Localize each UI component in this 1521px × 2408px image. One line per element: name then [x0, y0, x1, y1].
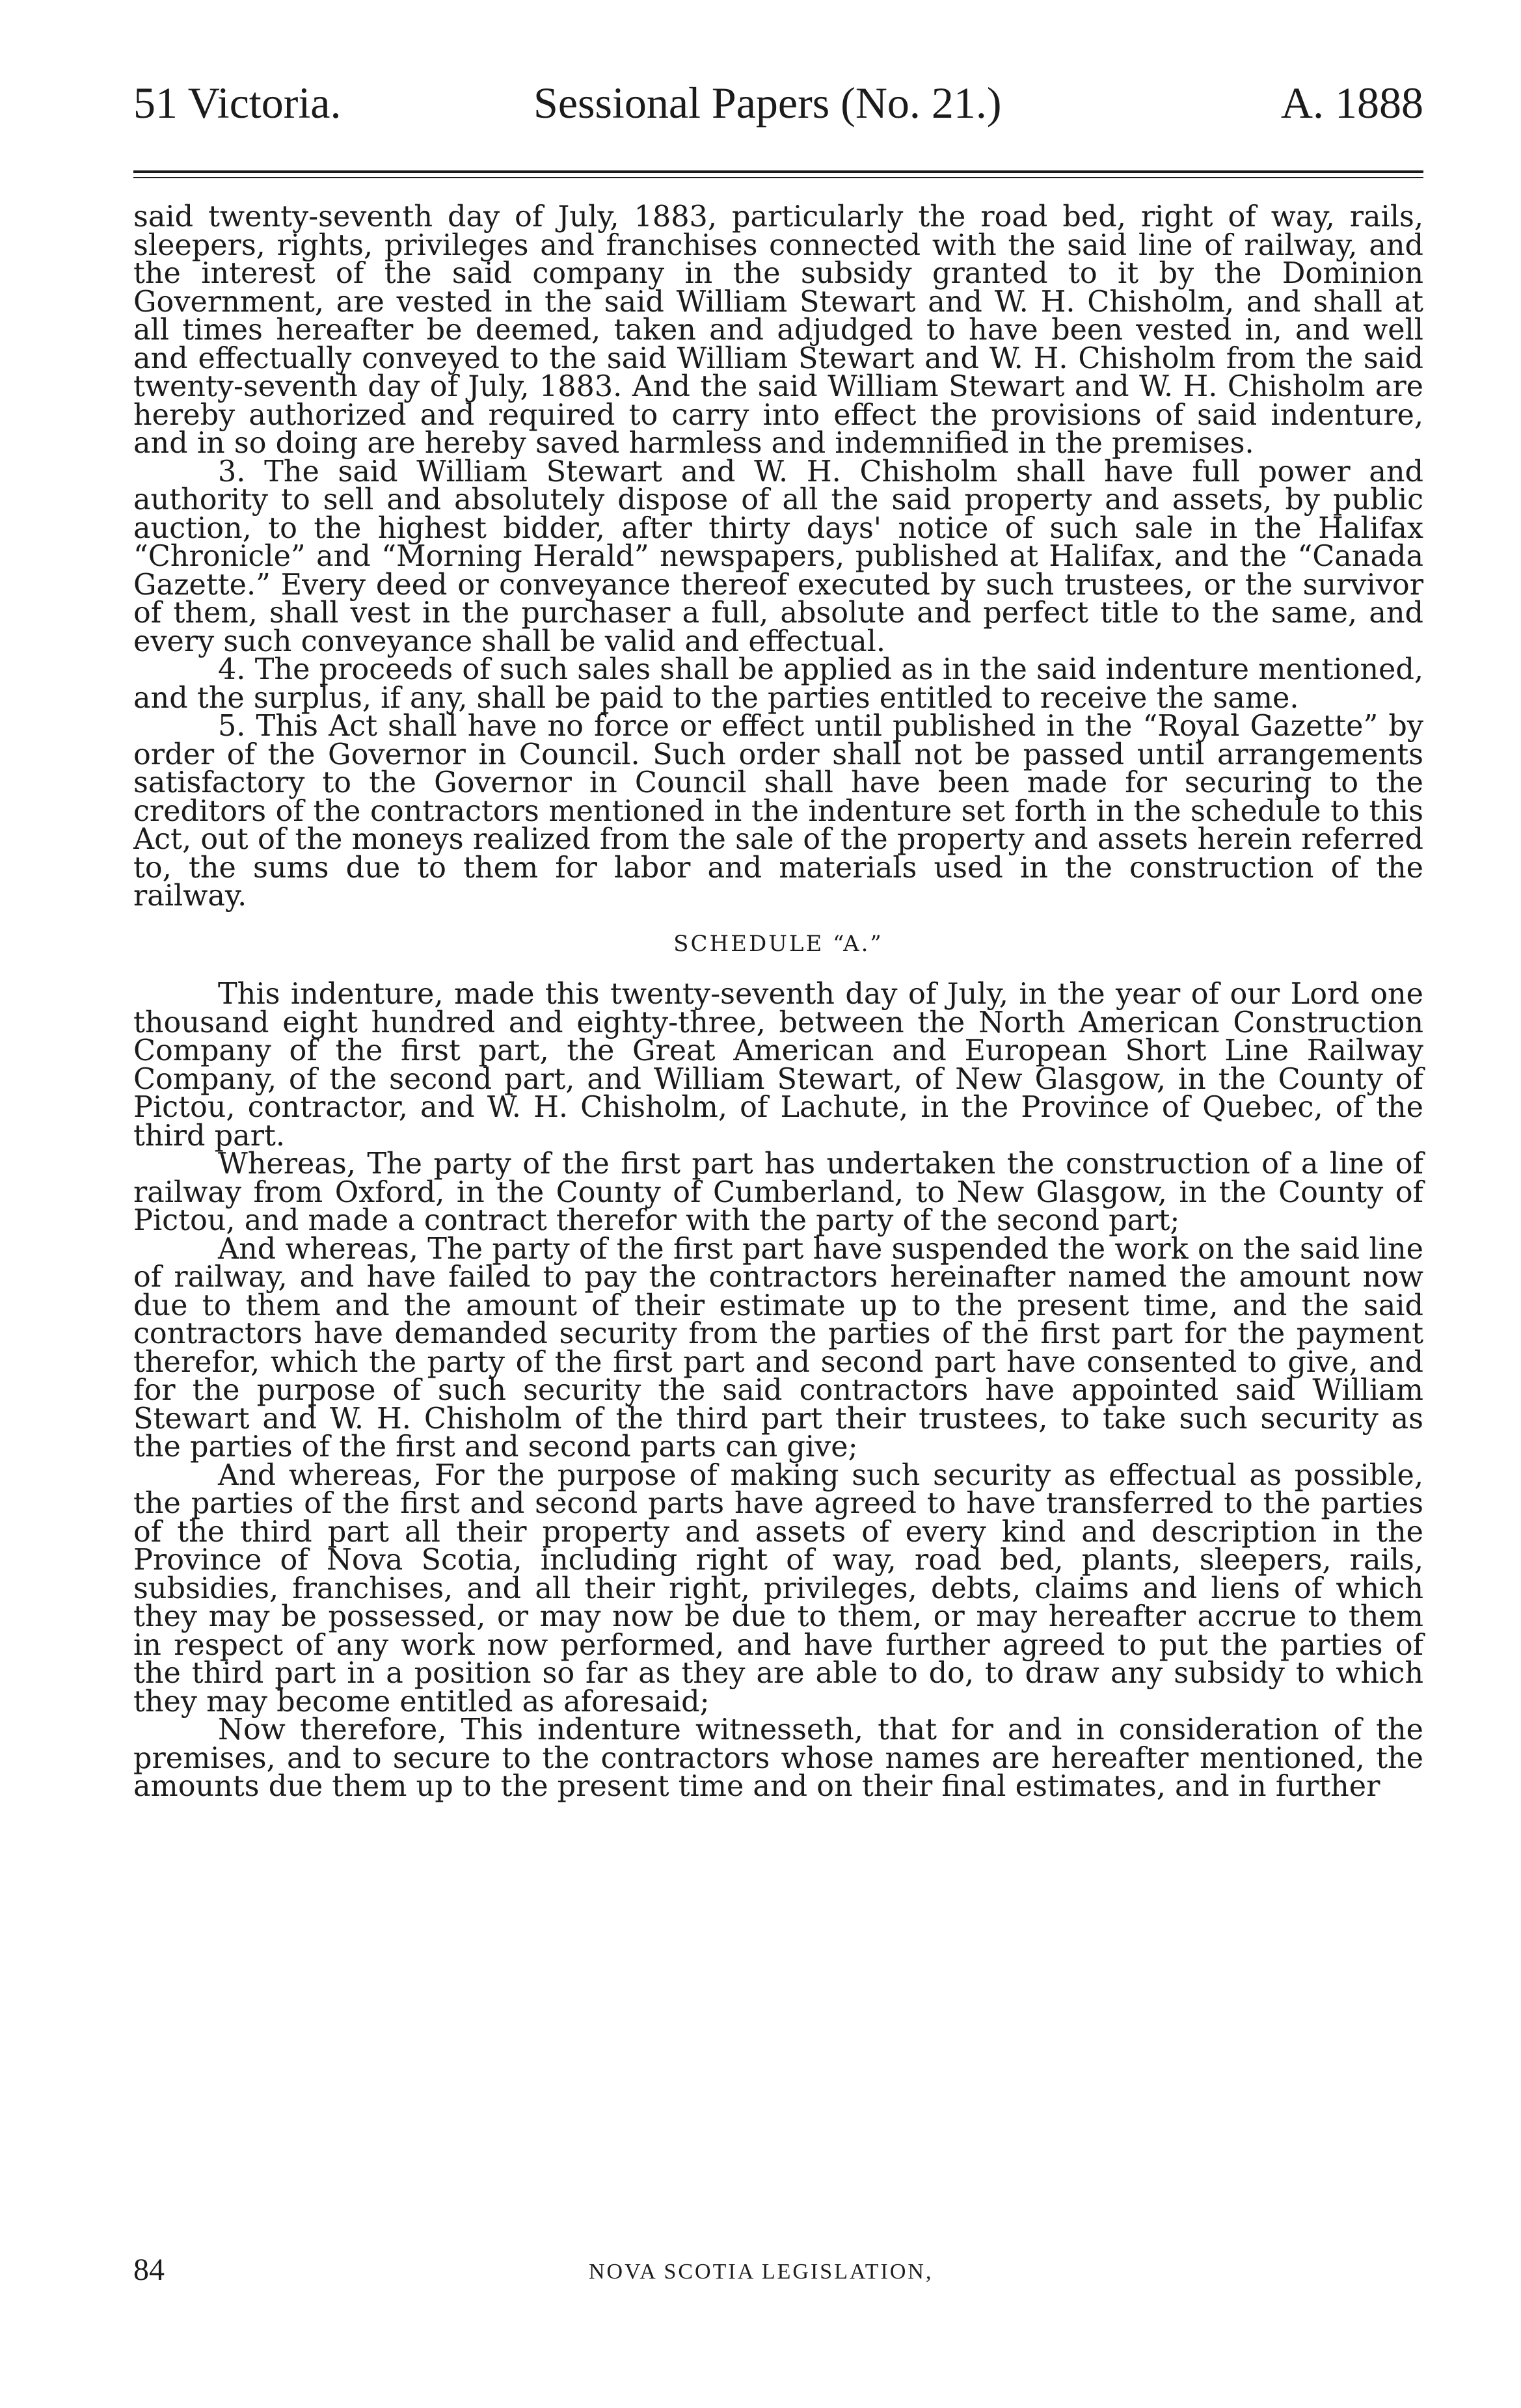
header-rule-thin: [133, 177, 1423, 178]
page-body: [133, 200, 1423, 1803]
schedule-paragraph-now-therefore: Now therefore, This indenture witnesseth, that for and in consideration of the premises, and to secure to the contractors whose names are hereafter mentioned, the amounts due them up to the present time and on their final estimates, and in further: [133, 1713, 1423, 1803]
page-footer: [133, 2251, 1423, 2290]
schedule-paragraph-indenture: This indenture, made this twenty-seventh day of July, in the year of our Lord one thousand eight hundred and eighty-three, between the North American Construction Company of the first part, the Great American and European Short Line Railway Company, of the second part, and William Stewart, of New Glasgow, in the County of Pictou, contractor, and W. H. Chisholm, of Lachute, in the Province of Quebec, of the third part.: [133, 978, 1423, 1153]
section-4: 4. The proceeds of such sales shall be applied as in the said indenture mentioned, and the surplus, if any, shall be paid to the parties entitled to receive the same.: [133, 653, 1423, 715]
schedule-paragraph-whereas: Whereas, The party of the first part has undertaken the construction of a line of railway from Oxford, in the County of Cumberland, to New Glasgow, in the County of Pictou, and made a contract therefor with the party of the second part;: [133, 1147, 1423, 1237]
header-sessional-papers: Sessional Papers (No. 21.): [533, 78, 1002, 127]
schedule-paragraph-and-whereas-1: And whereas, The party of the first part have suspended the work on the said line of railway, and have failed to pay the contractors hereinafter named the amount now due to them and the amount of their estimate up to the present time, and the said contractors have demanded security from the parties of the first part for the payment therefor, which the party of the first part and second part have consented to give, and for the purpose of such security the said contractors have appointed said William Stewart and W. H. Chisholm of the third part their trustees, to take such security as the parties of the first and second parts can give;: [133, 1232, 1423, 1464]
schedule-heading: SCHEDULE “A.”: [673, 930, 883, 957]
section-3: 3. The said William Stewart and W. H. Chisholm shall have full power and authority to sell and absolutely dispose of all the said property and assets, by public auction, to the highest bidder, after thirty days' notice of such sale in the Halifax “Chronicle” and “Morning Herald” newspapers, published at Halifax, and the “Canada Gazette.” Every deed or conveyance thereof executed by such trustees, or the survivor of them, shall vest in the purchaser a full, absolute and perfect title to the same, and every such conveyance shall be valid and effectual.: [133, 455, 1423, 658]
paragraph-continuation: said twenty-seventh day of July, 1883, particularly the road bed, right of way, rails, sleepers, rights, privileges and franchises connected with the said line of railway, and the interest of the said company in the subsidy granted to it by the Dominion Government, are vested in the said William Stewart and W. H. Chisholm, and shall at all times hereafter be deemed, taken and adjudged to have been vested in, and well and effectually conveyed to the said William Stewart and W. H. Chisholm from the said twenty-seventh day of July, 1883. And the said William Stewart and W. H. Chisholm are hereby authorized and required to carry into effect the provisions of said indenture, and in so doing are hereby saved harmless and indemnified in the premises.: [133, 200, 1423, 460]
schedule-paragraph-and-whereas-2: And whereas, For the purpose of making such security as effectual as possible, the parties of the first and second parts have agreed to have transferred to the parties of the third part all their property and assets of every kind and description in the Province of Nova Scotia, including right of way, road bed, plants, sleepers, rails, subsidies, franchises, and all their right, privileges, debts, claims and liens of which they may be possessed, or may now be due to them, or may hereafter accrue to them in respect of any work now performed, and have further agreed to put the parties of the third part in a position so far as they are able to do, to draw any subsidy to which they may become entitled as aforesaid;: [133, 1458, 1423, 1719]
header-rule-thick: [133, 170, 1423, 173]
running-title: NOVA SCOTIA LEGISLATION,: [589, 2260, 934, 2284]
page-number: 84: [133, 2253, 165, 2287]
header-year: A. 1888: [1280, 78, 1423, 127]
section-5: 5. This Act shall have no force or effect until published in the “Royal Gazette” by order of the Governor in Council. Such order shall not be passed until arrangements satisfactory to the Governor in Council shall have been made for securing to the creditors of the contractors mentioned in the indenture set forth in the schedule to this Act, out of the moneys realized from the sale of the property and assets herein referred to, the sums due to them for labor and materials used in the construction of the railway.: [133, 710, 1423, 913]
page-header: [133, 77, 1423, 129]
header-regnal-year: 51 Victoria.: [133, 78, 342, 127]
